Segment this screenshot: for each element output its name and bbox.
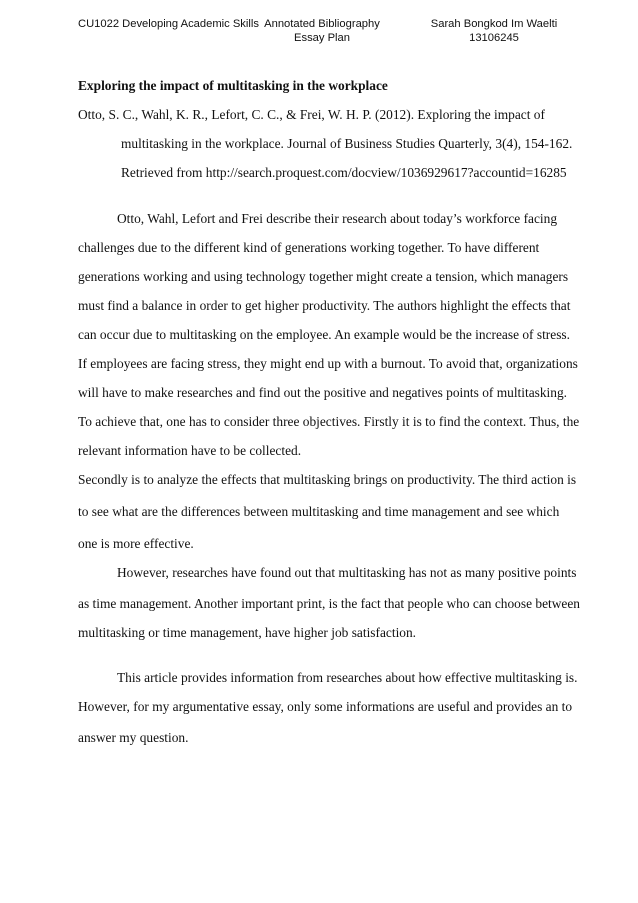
paragraph-line: To achieve that, one has to consider three objectives. Firstly it is to find the context. Thus, the <box>78 414 580 429</box>
citation-line: Otto, S. C., Wahl, K. R., Lefort, C. C., & Frei, W. H. P. (2012). Exploring the impact of <box>78 107 545 122</box>
header-author-block <box>424 17 564 45</box>
header-author: Sarah Bongkod Im Waelti <box>430 18 558 30</box>
citation-line: Retrieved from http://search.proquest.com/docview/1036929617?accountid=16285 <box>121 165 567 180</box>
header-course: CU1022 Developing Academic Skills <box>78 18 259 30</box>
paragraph-line: challenges due to the different kind of generations working together. To have different <box>78 240 540 255</box>
paragraph-line: must find a balance in order to get higher productivity. The authors highlight the effects that <box>78 298 571 313</box>
paragraph-line: generations working and using technology together might create a tension, which managers <box>78 269 569 284</box>
paragraph-line: This article provides information from researches about how effective multitasking is. <box>117 670 578 685</box>
paragraph-line: one is more effective. <box>78 536 194 551</box>
paragraph-line: to see what are the differences between multitasking and time management and see which <box>78 504 560 519</box>
document-title: Exploring the impact of multitasking in the workplace <box>78 78 388 93</box>
paragraph-line: can occur due to multitasking on the employee. An example would be the increase of stress. <box>78 327 570 342</box>
header-doc-type <box>262 17 382 45</box>
header-student-id: 13106245 <box>469 32 519 44</box>
paragraph-line: However, for my argumentative essay, only some informations are useful and provides an to <box>78 699 573 714</box>
paragraph-line: If employees are facing stress, they might end up with a burnout. To avoid that, organizations <box>78 356 578 371</box>
paragraph-line: multitasking or time management, have higher job satisfaction. <box>78 625 417 640</box>
citation-line: multitasking in the workplace. Journal of Business Studies Quarterly, 3(4), 154-162. <box>121 136 573 151</box>
paragraph-line: relevant information have to be collected. <box>78 443 302 458</box>
paragraph-line: Otto, Wahl, Lefort and Frei describe their research about today’s workforce facing <box>117 211 558 226</box>
header-doc-type-line1: Annotated Bibliography <box>264 18 380 30</box>
paragraph-line: Secondly is to analyze the effects that multitasking brings on productivity. The third action is <box>78 472 577 487</box>
paragraph-line: as time management. Another important print, is the fact that people who can choose between <box>78 596 580 611</box>
paragraph-line: answer my question. <box>78 730 189 745</box>
header-doc-type-line2: Essay Plan <box>294 32 350 44</box>
paragraph-line: However, researches have found out that multitasking has not as many positive points <box>117 565 577 580</box>
paragraph-line: will have to make researches and find out the positive and negatives points of multitasking. <box>78 385 568 400</box>
